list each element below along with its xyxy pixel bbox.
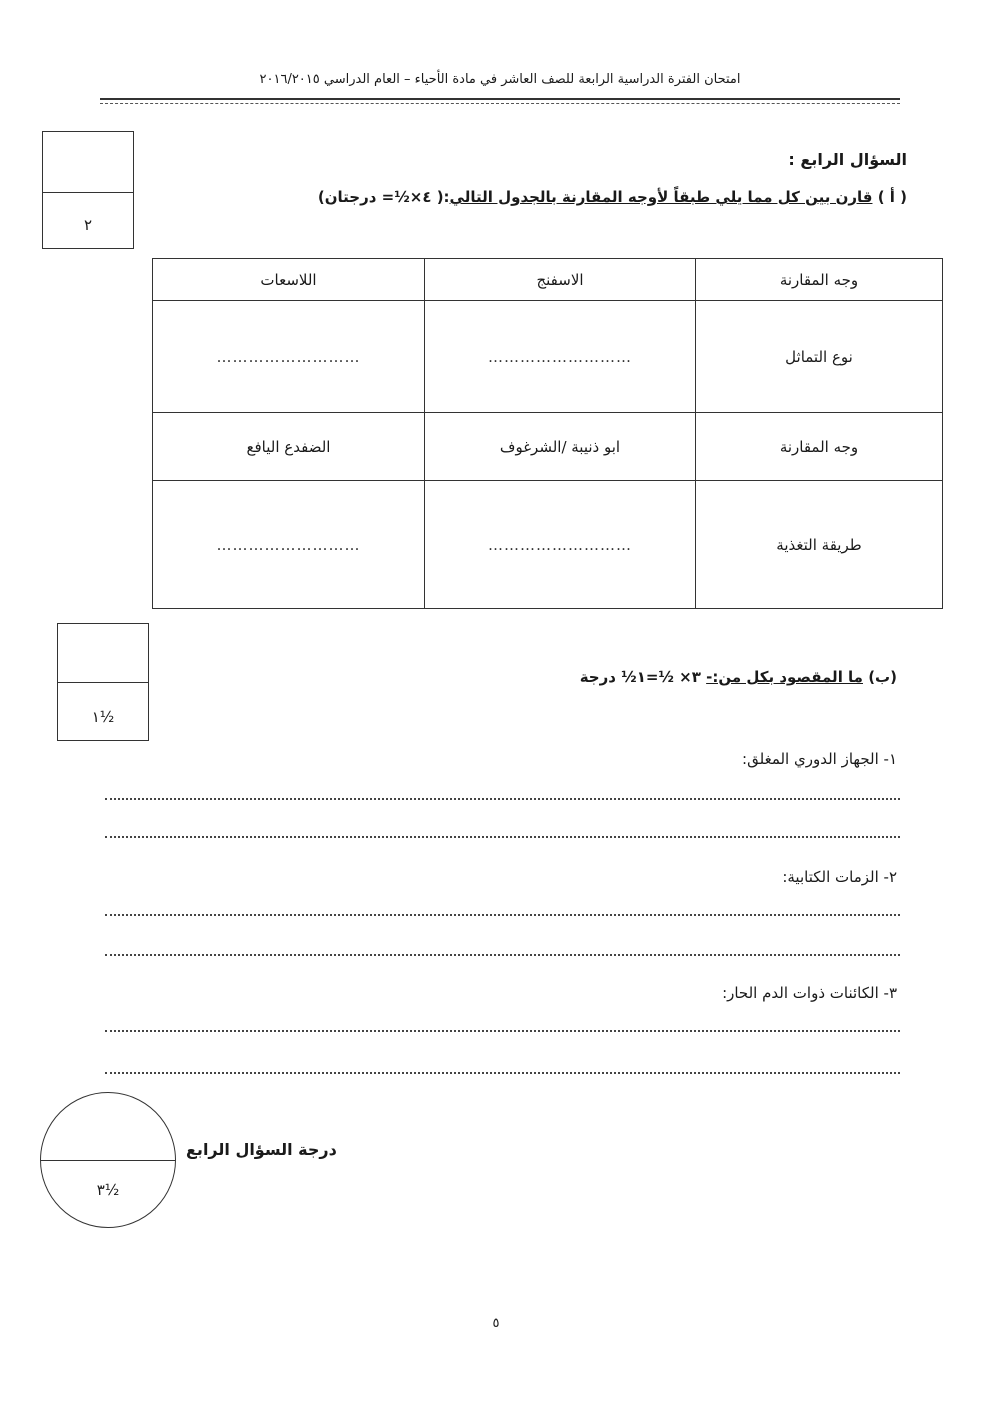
part-a-text: قارن بين كل مما يلي طبقاً لأوجه المقارنة بالجدول التالي: [449, 188, 873, 206]
part-a-prefix: ( أ ): [872, 188, 907, 206]
total-score-value: ٣½: [96, 1181, 120, 1199]
answer-blank[interactable]: ………………………: [153, 481, 425, 609]
part-a-marks: :( ٤×½= درجتان): [317, 188, 450, 206]
answer-line[interactable]: [105, 954, 900, 956]
part-a-instruction: [318, 188, 907, 206]
table-row: [153, 301, 943, 413]
table-cell: طريقة التغذية: [696, 481, 943, 609]
total-score-circle: [40, 1092, 176, 1228]
comparison-table: [152, 258, 943, 609]
table-cell: وجه المقارنة: [696, 259, 943, 301]
table-cell: نوع التماثل: [696, 301, 943, 413]
total-score-label: درجة السؤال الرابع: [186, 1140, 337, 1159]
answer-blank[interactable]: ………………………: [425, 301, 696, 413]
answer-line[interactable]: [105, 798, 900, 800]
answer-blank[interactable]: ………………………: [425, 481, 696, 609]
page-number: ٥: [492, 1316, 500, 1331]
question-title: السؤال الرابع :: [788, 150, 907, 169]
table-cell: وجه المقارنة: [696, 413, 943, 481]
part-b-prefix: (ب): [862, 668, 897, 686]
answer-blank[interactable]: ………………………: [153, 301, 425, 413]
table-cell: الاسفنج: [425, 259, 696, 301]
table-cell: ابو ذنيبة /الشرغوف: [425, 413, 696, 481]
part-b-instruction: [580, 668, 897, 686]
header-divider: [100, 98, 900, 104]
part-b-marks: ٣× ½=١½ درجة: [579, 668, 707, 686]
score-box-value: ٢: [83, 216, 93, 234]
score-box-part-a: [42, 131, 134, 249]
table-cell: اللاسعات: [153, 259, 425, 301]
answer-line[interactable]: [105, 836, 900, 838]
score-box-divider: [43, 192, 133, 193]
score-box-divider: [58, 682, 148, 683]
definition-item: ١- الجهاز الدوري المغلق:: [742, 750, 897, 768]
table-cell: الضفدع اليافع: [153, 413, 425, 481]
table-row: [153, 259, 943, 301]
definition-item: ٣- الكائنات ذوات الدم الحار:: [722, 984, 897, 1002]
table-row: [153, 481, 943, 609]
circle-divider: [41, 1160, 175, 1161]
answer-line[interactable]: [105, 914, 900, 916]
score-box-value: ١½: [91, 708, 115, 726]
answer-line[interactable]: [105, 1072, 900, 1074]
part-b-text: ما المقصود بكل من:-: [706, 668, 863, 686]
score-box-part-b: [57, 623, 149, 741]
table-row: [153, 413, 943, 481]
answer-line[interactable]: [105, 1030, 900, 1032]
definition-item: ٢- الزمات الكتابية:: [782, 868, 897, 886]
exam-header-title: امتحان الفترة الدراسية الرابعة للصف العاشر في مادة الأحياء – العام الدراسي ٢٠١٦/٢٠١٥: [259, 72, 741, 87]
